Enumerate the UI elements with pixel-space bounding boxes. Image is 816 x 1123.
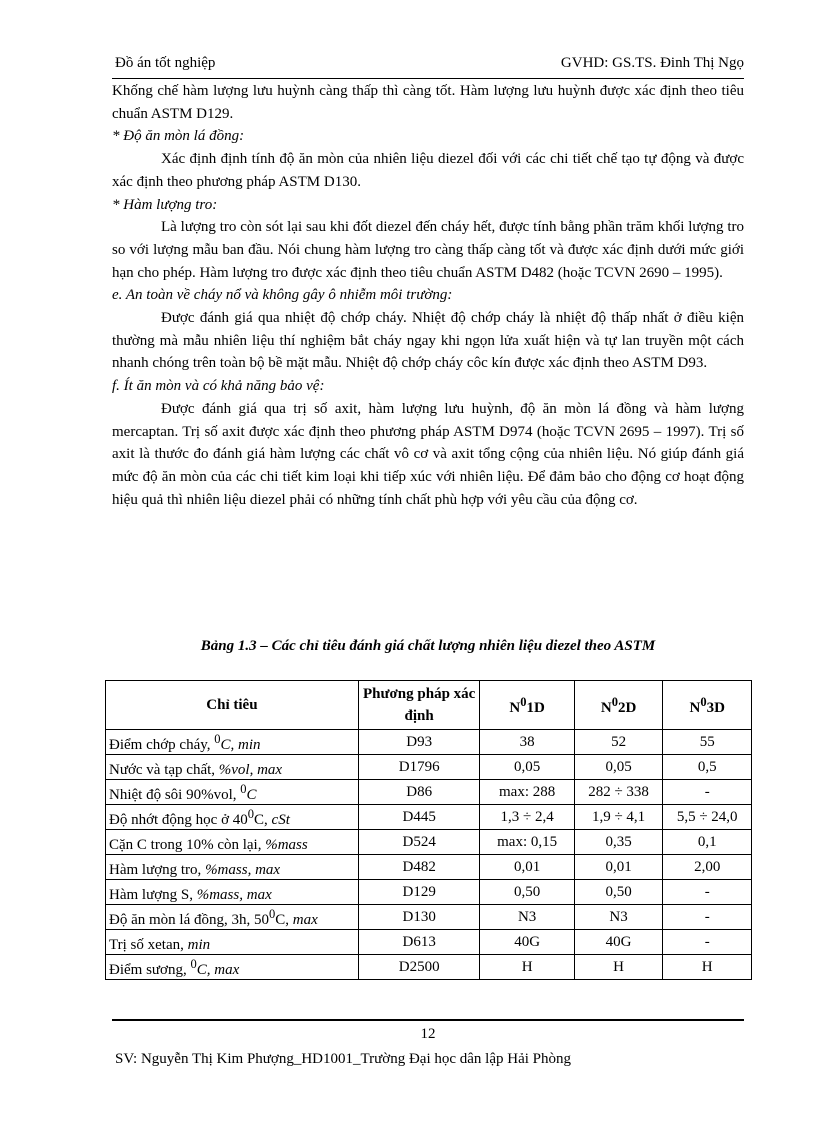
table-row [106, 880, 752, 905]
property-unit: C, min [220, 737, 261, 753]
header-supervisor: GVHD: GS.TS. Đinh Thị Ngọ [560, 55, 744, 71]
page-number: 12 [420, 1026, 436, 1042]
cell-method: D2500 [358, 955, 480, 980]
cell-grade-2d: N3 [574, 905, 663, 930]
table-row [106, 730, 752, 755]
cell-property [106, 830, 359, 855]
property-name: Độ ăn mòn lá đồng, 3h, 50 [109, 912, 269, 928]
property-unit: min [187, 937, 211, 953]
property-unit: C, max [196, 962, 240, 978]
property-name: Nhiệt độ sôi 90%vol, [109, 787, 241, 803]
table-header-row [106, 681, 752, 730]
grade-prefix: N [509, 700, 521, 716]
property-name: Cặn C trong 10% còn lại, [109, 837, 266, 853]
col-header-method: Phương pháp xác định [358, 681, 480, 730]
cell-grade-1d: 40G [480, 930, 574, 955]
cell-grade-2d: 0,35 [574, 830, 663, 855]
table-row [106, 930, 752, 955]
cell-grade-3d: - [663, 780, 752, 805]
cell-grade-3d: 0,1 [663, 830, 752, 855]
table-row [106, 830, 752, 855]
cell-grade-2d: 282 ÷ 338 [574, 780, 663, 805]
cell-property [106, 955, 359, 980]
property-superscript: 0 [240, 782, 247, 796]
cell-method: D130 [358, 905, 480, 930]
cell-property [106, 730, 359, 755]
grade-prefix: N [600, 700, 612, 716]
col-header-grade-1d [480, 681, 574, 730]
cell-grade-2d: 1,9 ÷ 4,1 [574, 805, 663, 830]
col-header-grade-3d [663, 681, 752, 730]
grade-prefix: N [689, 700, 701, 716]
grade-suffix: 1D [526, 700, 545, 716]
property-unit: %vol, max [218, 762, 283, 778]
cell-method: D445 [358, 805, 480, 830]
table-row [106, 905, 752, 930]
table-caption: Bảng 1.3 – Các chỉ tiêu đánh giá chất lượng nhiên liệu diezel theo ASTM [200, 638, 656, 654]
heading-corrosion-protection: f. Ít ăn mòn và có khả năng bảo vệ: [112, 378, 325, 395]
cell-method: D613 [358, 930, 480, 955]
cell-grade-3d: 5,5 ÷ 24,0 [663, 805, 752, 830]
cell-method: D1796 [358, 755, 480, 780]
property-unit: %mass, max [205, 862, 281, 878]
property-name-cont: C, [254, 812, 272, 828]
body-text [112, 80, 744, 511]
property-name: Độ nhớt động học ở 40 [109, 812, 248, 828]
cell-method: D86 [358, 780, 480, 805]
property-unit: %mass, max [196, 887, 272, 903]
property-name: Trị số xetan, [109, 937, 188, 953]
property-superscript: 0 [247, 807, 255, 821]
header-thesis-title: Đồ án tốt nghiệp [115, 55, 216, 71]
cell-property [106, 755, 359, 780]
grade-suffix: 2D [617, 700, 637, 716]
property-superscript: 0 [268, 907, 276, 921]
diesel-spec-table [105, 680, 752, 980]
cell-grade-1d: 38 [480, 730, 574, 755]
table-row [106, 955, 752, 980]
grade-superscript: 0 [520, 695, 527, 709]
grade-superscript: 0 [700, 695, 707, 709]
grade-suffix: 3D [706, 700, 725, 716]
cell-grade-3d: - [663, 930, 752, 955]
property-superscript: 0 [214, 732, 221, 746]
cell-grade-2d: 0,01 [574, 855, 663, 880]
heading-copper-corrosion: * Độ ăn mòn lá đồng: [112, 128, 245, 145]
cell-grade-1d: 1,3 ÷ 2,4 [480, 805, 574, 830]
property-name-cont: C, [275, 912, 293, 928]
grade-superscript: 0 [611, 695, 618, 709]
cell-method: D524 [358, 830, 480, 855]
cell-grade-2d: 0,05 [574, 755, 663, 780]
cell-grade-3d: - [663, 880, 752, 905]
cell-property [106, 855, 359, 880]
property-name: Hàm lượng S, [109, 887, 197, 903]
page-header [112, 54, 744, 79]
col-header-grade-2d [574, 681, 663, 730]
cell-grade-1d: max: 288 [480, 780, 574, 805]
paragraph-corrosion-protection: Được đánh giá qua trị số axit, hàm lượng lưu huỳnh, độ ăn mòn lá đồng và hàm lượng mercaptan. Trị số axit được xác định theo phương pháp ASTM D974 (hoặc TCVN 2695 – 1997). Trị số axit là thước đo đánh giá hàm lượng các chất vô cơ và axit tổng cộng của nhiên liệu. Nó giúp đánh giá mức độ ăn mòn của các chi tiết kim loại khi tiếp xúc với nhiên liệu. Để đảm bảo cho động cơ hoạt động hiệu quả thì nhiên liệu diezel phải có những tính chất phù hợp với yêu cầu của động cơ. [112, 400, 744, 508]
cell-grade-3d: H [663, 955, 752, 980]
footer-rule [112, 1019, 744, 1021]
property-name: Nước và tạp chất, [109, 762, 219, 778]
cell-grade-1d: 0,01 [480, 855, 574, 880]
heading-fire-safety: e. An toàn về cháy nổ và không gây ô nhiễm môi trường: [112, 287, 453, 304]
cell-grade-1d: 0,05 [480, 755, 574, 780]
cell-property [106, 930, 359, 955]
cell-method: D93 [358, 730, 480, 755]
property-name: Điểm chớp cháy, [109, 737, 215, 753]
table-row [106, 780, 752, 805]
property-unit: max [292, 912, 318, 928]
property-unit: cSt [271, 812, 290, 828]
property-name: Điểm sương, [109, 962, 191, 978]
property-name: Hàm lượng tro, [109, 862, 206, 878]
table-row [106, 805, 752, 830]
paragraph-copper-corrosion: Xác định định tính độ ăn mòn của nhiên liệu diezel đối với các chi tiết chế tạo tự động và được xác định theo phương pháp ASTM D130. [112, 151, 744, 190]
cell-property [106, 880, 359, 905]
table-row [106, 855, 752, 880]
cell-method: D129 [358, 880, 480, 905]
cell-grade-3d: - [663, 905, 752, 930]
property-unit: %mass [265, 837, 308, 853]
table-body [106, 730, 752, 980]
cell-method: D482 [358, 855, 480, 880]
cell-grade-3d: 2,00 [663, 855, 752, 880]
cell-grade-1d: H [480, 955, 574, 980]
table-row [106, 755, 752, 780]
heading-ash-content: * Hàm lượng tro: [112, 196, 218, 213]
cell-grade-3d: 0,5 [663, 755, 752, 780]
paragraph-sulfur: Khống chế hàm lượng lưu huỳnh càng thấp thì càng tốt. Hàm lượng lưu huỳnh được xác định theo tiêu chuẩn ASTM D129. [112, 83, 744, 122]
cell-grade-2d: 40G [574, 930, 663, 955]
property-unit: C [246, 787, 257, 803]
cell-grade-3d: 55 [663, 730, 752, 755]
cell-property [106, 780, 359, 805]
cell-grade-2d: H [574, 955, 663, 980]
cell-property [106, 805, 359, 830]
col-header-property: Chỉ tiêu [106, 681, 359, 730]
paragraph-fire-safety: Được đánh giá qua nhiệt độ chớp cháy. Nhiệt độ chớp cháy là nhiệt độ thấp nhất ở điều kiện thường mà mẫu nhiên liệu thí nghiệm bắt cháy ngay khi ngọn lửa xuất hiện và tự lan truyền một cách nhanh chóng trên toàn bộ bề mặt mẫu. Nhiệt độ chớp cháy côc kín được xác định theo ASTM D93. [112, 310, 744, 372]
paragraph-ash-content: Là lượng tro còn sót lại sau khi đốt diezel đến cháy hết, được tính bằng phần trăm khối lượng tro so với lượng mẫu ban đầu. Nói chung hàm lượng tro càng thấp càng tốt và được xác định dưới mức giới hạn cho phép. Hàm lượng tro được xác định theo tiêu chuẩn ASTM D482 (hoặc TCVN 2690 – 1995). [112, 219, 744, 281]
cell-grade-2d: 0,50 [574, 880, 663, 905]
footer-student-info: SV: Nguyễn Thị Kim Phượng_HD1001_Trường Đại học dân lập Hải Phòng [115, 1051, 572, 1067]
cell-grade-1d: N3 [480, 905, 574, 930]
cell-grade-1d: max: 0,15 [480, 830, 574, 855]
cell-grade-2d: 52 [574, 730, 663, 755]
cell-grade-1d: 0,50 [480, 880, 574, 905]
property-superscript: 0 [190, 957, 197, 971]
cell-property [106, 905, 359, 930]
